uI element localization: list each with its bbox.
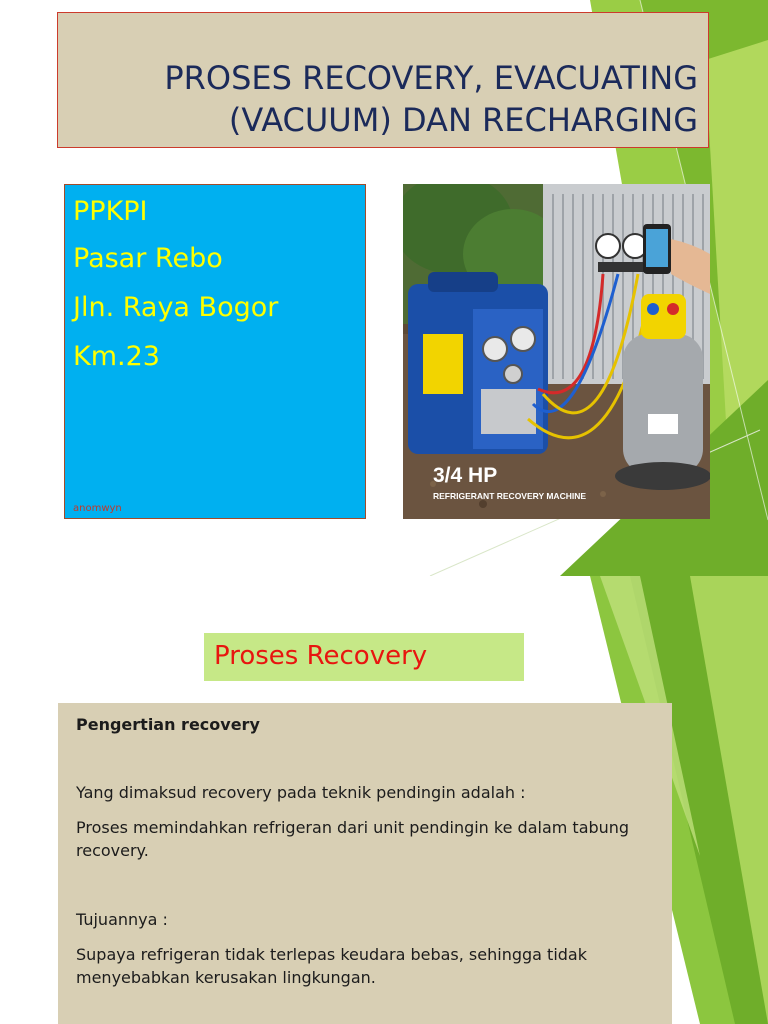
title-box (57, 12, 709, 148)
photo-caption-main: 3/4 HP (433, 464, 498, 487)
info-line-street: Jln. Raya Bogor (73, 292, 279, 323)
info-line-area: Pasar Rebo (73, 243, 223, 274)
credit-text: anomwyn (73, 503, 122, 514)
section-label (204, 633, 524, 681)
info-line-org: PPKPI (73, 196, 148, 227)
title-line-1: PROSES RECOVERY, EVACUATING (164, 59, 698, 97)
slide-title (78, 57, 698, 141)
slide-2 (0, 576, 768, 1024)
definition-text: Proses memindahkan refrigeran dari unit pendingin ke dalam tabung recovery. (76, 818, 630, 860)
intro-text: Yang dimaksud recovery pada teknik pendingin adalah : (76, 783, 526, 802)
info-line-km: Km.23 (73, 341, 160, 372)
content-box (58, 703, 672, 1024)
section-label-text: Proses Recovery (214, 641, 428, 671)
purpose-text: Supaya refrigeran tidak terlepas keudara bebas, sehingga tidak menyebabkan kerusakan lingkungan. (76, 945, 587, 987)
photo-caption-sub: REFRIGERANT RECOVERY MACHINE (433, 491, 587, 501)
purpose-heading: Tujuannya : (76, 910, 168, 929)
title-line-2: (VACUUM) DAN RECHARGING (228, 101, 698, 139)
info-box (64, 184, 366, 519)
heading-text: Pengertian recovery (76, 715, 260, 734)
recovery-machine-photo (403, 184, 710, 519)
